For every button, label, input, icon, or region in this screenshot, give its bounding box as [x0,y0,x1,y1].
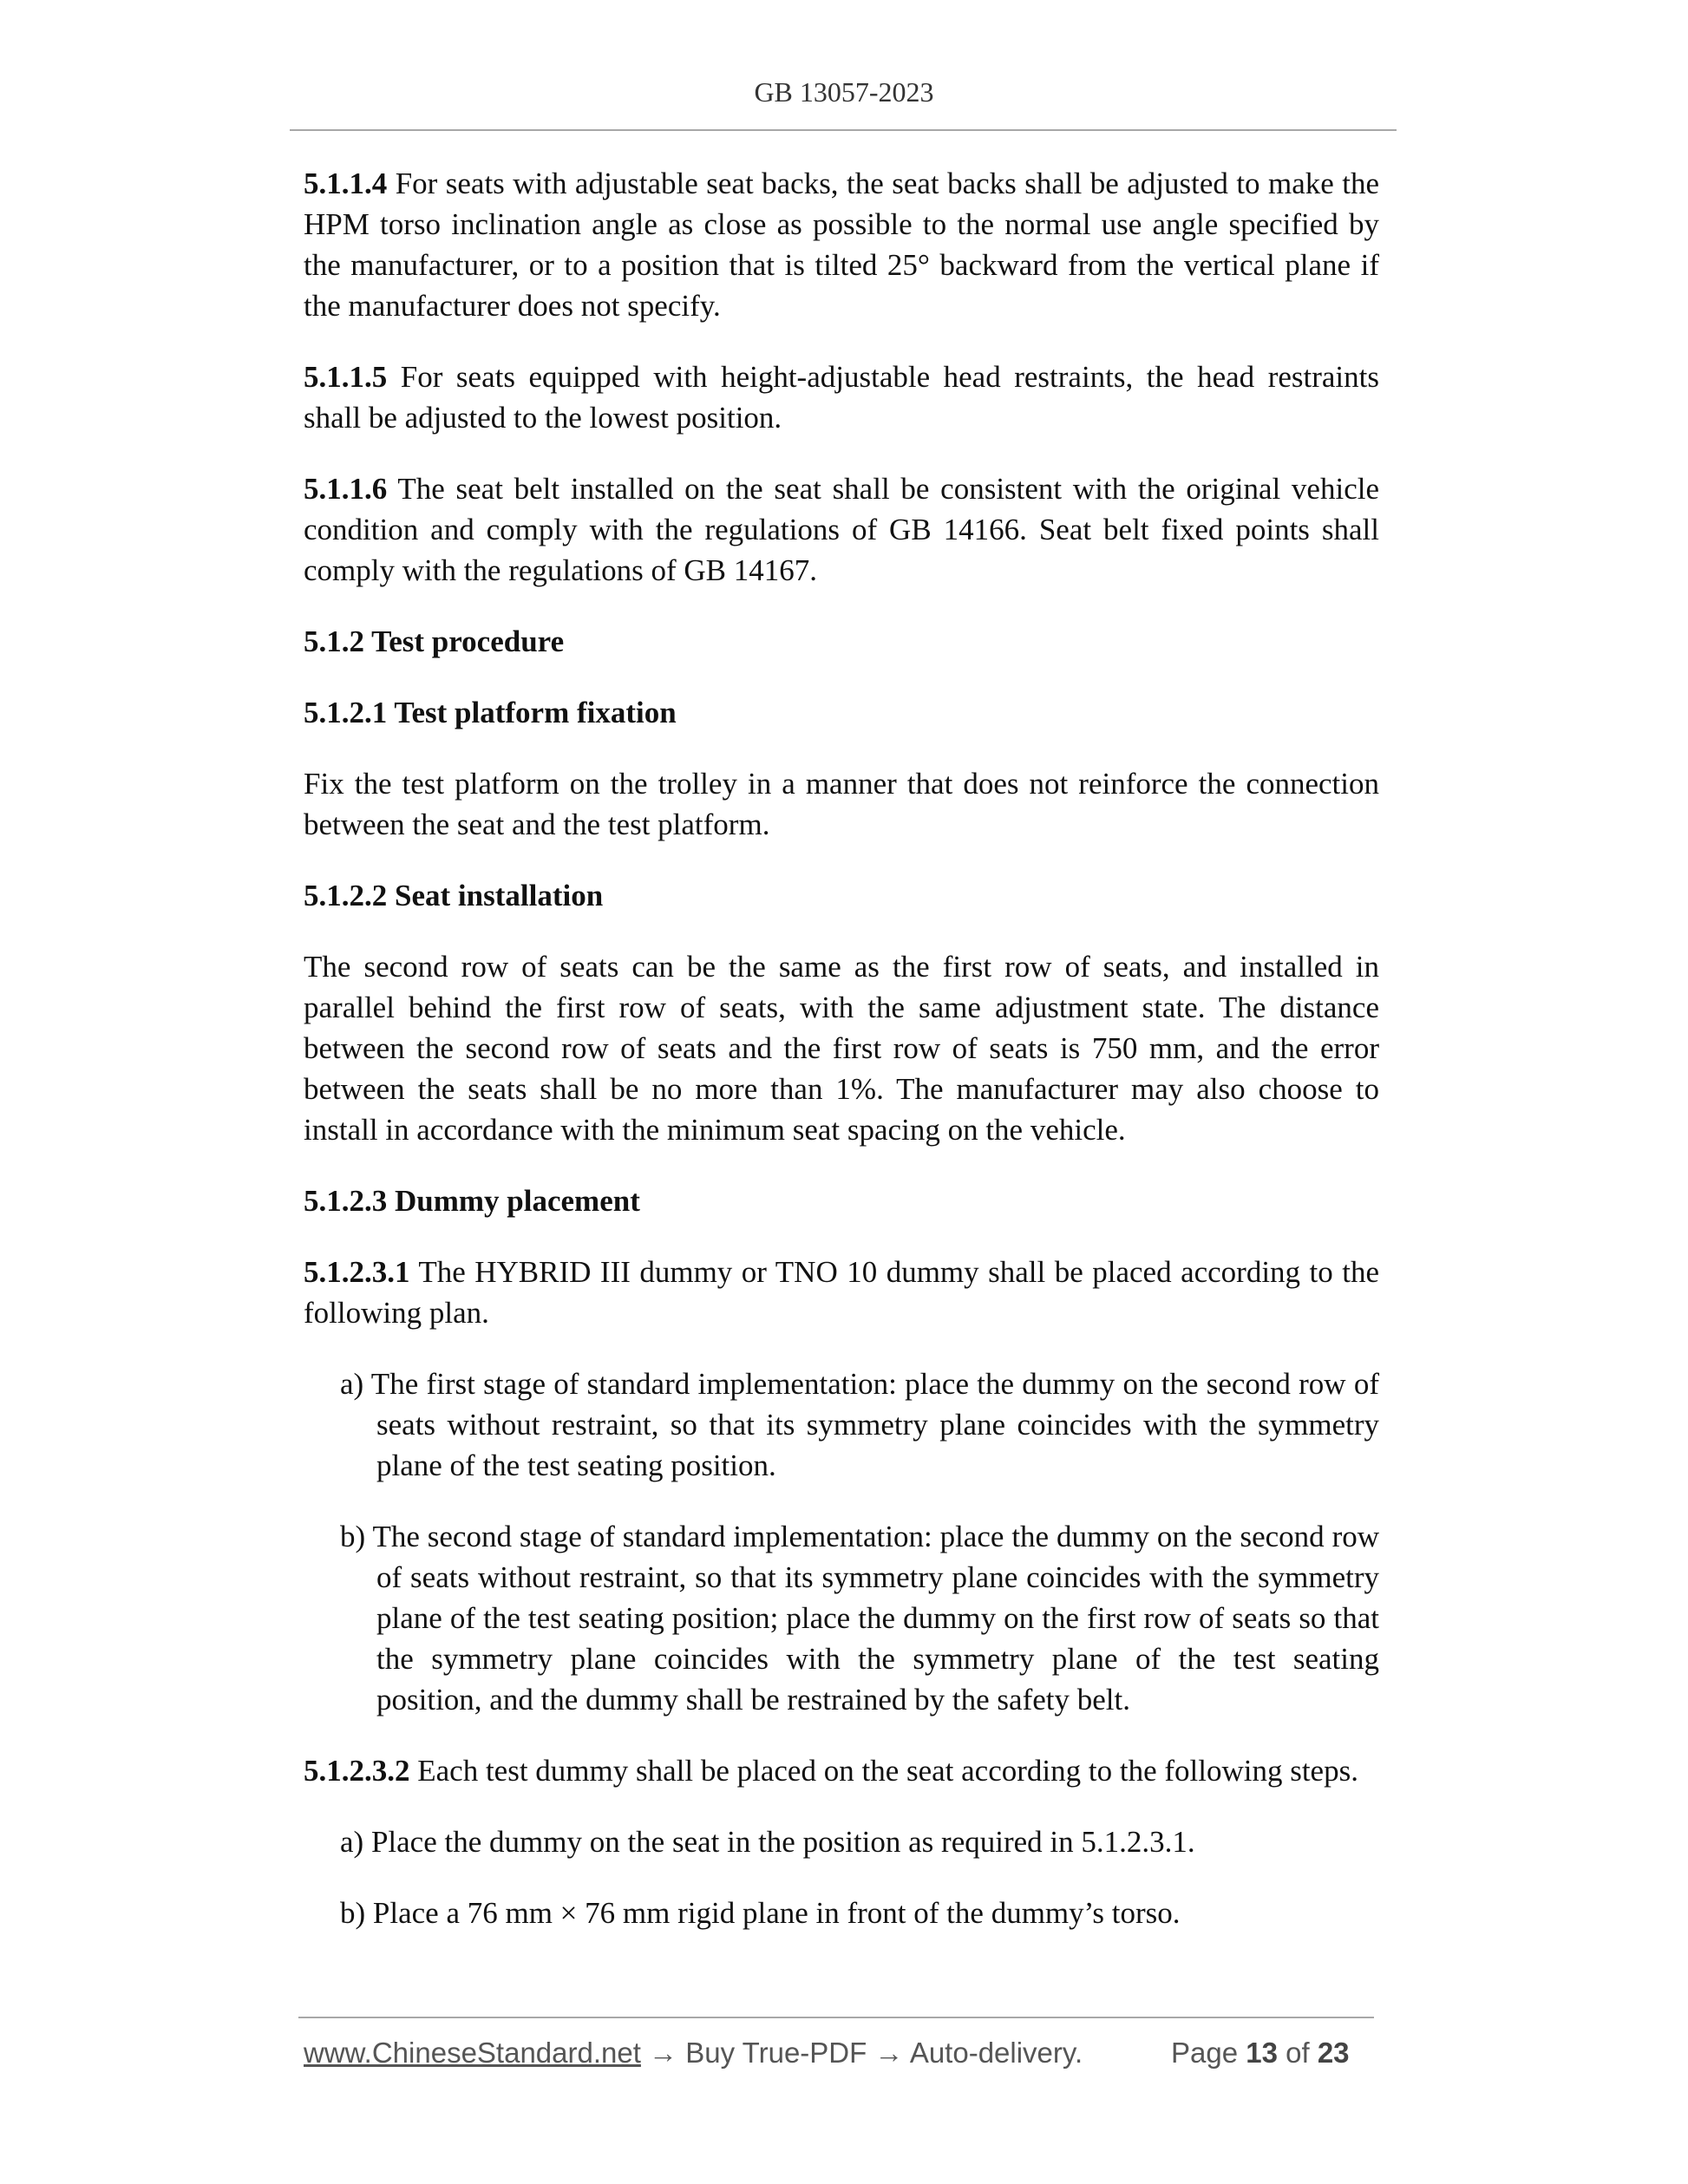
page-label: Page [1171,2037,1246,2069]
clause-number: 5.1.1.6 [304,472,388,506]
section-heading: 5.1.2.1 Test platform fixation [304,696,677,729]
website-link[interactable]: www.ChineseStandard.net [304,2037,641,2069]
list-item: b) The second stage of standard implementation: place the dummy on the second row of seats without restraint, so that its symmetry plane coincides with the symmetry plane of the test seating position; place the dummy on the first row of seats so that the symmetry plane coincides with the symmetry plane of the test seating position, and the dummy shall be restrained by the safety belt. [340,1520,1379,1716]
clause-text: The seat belt installed on the seat shall be consistent with the original vehicle condition and comply with the regulations of GB 14166. Seat belt fixed points shall comply with the regulations of GB 14167. [304,472,1379,587]
clause-number: 5.1.1.5 [304,360,388,394]
heading-5-1-2 [304,621,1379,662]
clause-5-1-1-6 [304,468,1379,591]
clause-number: 5.1.2.3.2 [304,1754,410,1788]
paragraph-5-1-2-2: The second row of seats can be the same as the first row of seats, and installed in parallel behind the first row of seats, with the same adjustment state. The distance between the second row of seats and the first row of seats is 750 mm, and the error between the seats shall be no more than 1%. The manufacturer may also choose to install in accordance with the minimum seat spacing on the vehicle. [304,950,1379,1147]
page-number: 13 [1246,2037,1278,2069]
page-total: 23 [1317,2037,1350,2069]
header-divider [290,129,1397,131]
section-heading: 5.1.2.2 Seat installation [304,879,604,912]
list-item: b) Place a 76 mm × 76 mm rigid plane in front of the dummy’s torso. [340,1896,1181,1930]
footer-promo-text: → Buy True-PDF → Auto-delivery. [640,2037,1083,2069]
list-item: a) The first stage of standard implementation: place the dummy on the second row of seats without restraint, so that its symmetry plane coincides with the symmetry plane of the test seating position. [340,1367,1379,1482]
clause-number: 5.1.2.3.1 [304,1255,410,1289]
clause-5-1-2-3-1 [304,1252,1379,1333]
clause-number: 5.1.1.4 [304,167,388,200]
footer-promo [304,2037,1083,2070]
clause-5-1-1-5 [304,356,1379,438]
heading-5-1-2-1 [304,692,1379,733]
of-label: of [1277,2037,1318,2069]
clause-5-1-1-4 [304,163,1379,326]
clause-text: For seats with adjustable seat backs, the seat backs shall be adjusted to make the HPM torso inclination angle as close as possible to the normal use angle specified by the manufacturer, or to a position that is tilted 25° backward from the vertical plane if the manufacturer does not specify. [304,167,1379,323]
document-header: GB 13057-2023 [754,76,934,108]
list-item: a) Place the dummy on the seat in the position as required in 5.1.2.3.1. [340,1825,1195,1859]
paragraph-5-1-2-1: Fix the test platform on the trolley in a manner that does not reinforce the connection between the seat and the test platform. [304,767,1379,841]
clause-text: Each test dummy shall be placed on the seat according to the following steps. [409,1754,1358,1788]
section-heading: 5.1.2.3 Dummy placement [304,1184,640,1218]
heading-5-1-2-3 [304,1180,1379,1221]
document-body [304,163,1379,1964]
clause-text: For seats equipped with height-adjustable head restraints, the head restraints shall be adjusted to the lowest position. [304,360,1379,435]
heading-5-1-2-2 [304,875,1379,916]
clause-5-1-2-3-2 [304,1750,1379,1791]
section-heading: 5.1.2 Test procedure [304,624,565,658]
page-indicator [1171,2037,1350,2070]
clause-text: The HYBRID III dummy or TNO 10 dummy shall be placed according to the following plan. [304,1255,1379,1330]
footer-divider [298,2017,1374,2018]
